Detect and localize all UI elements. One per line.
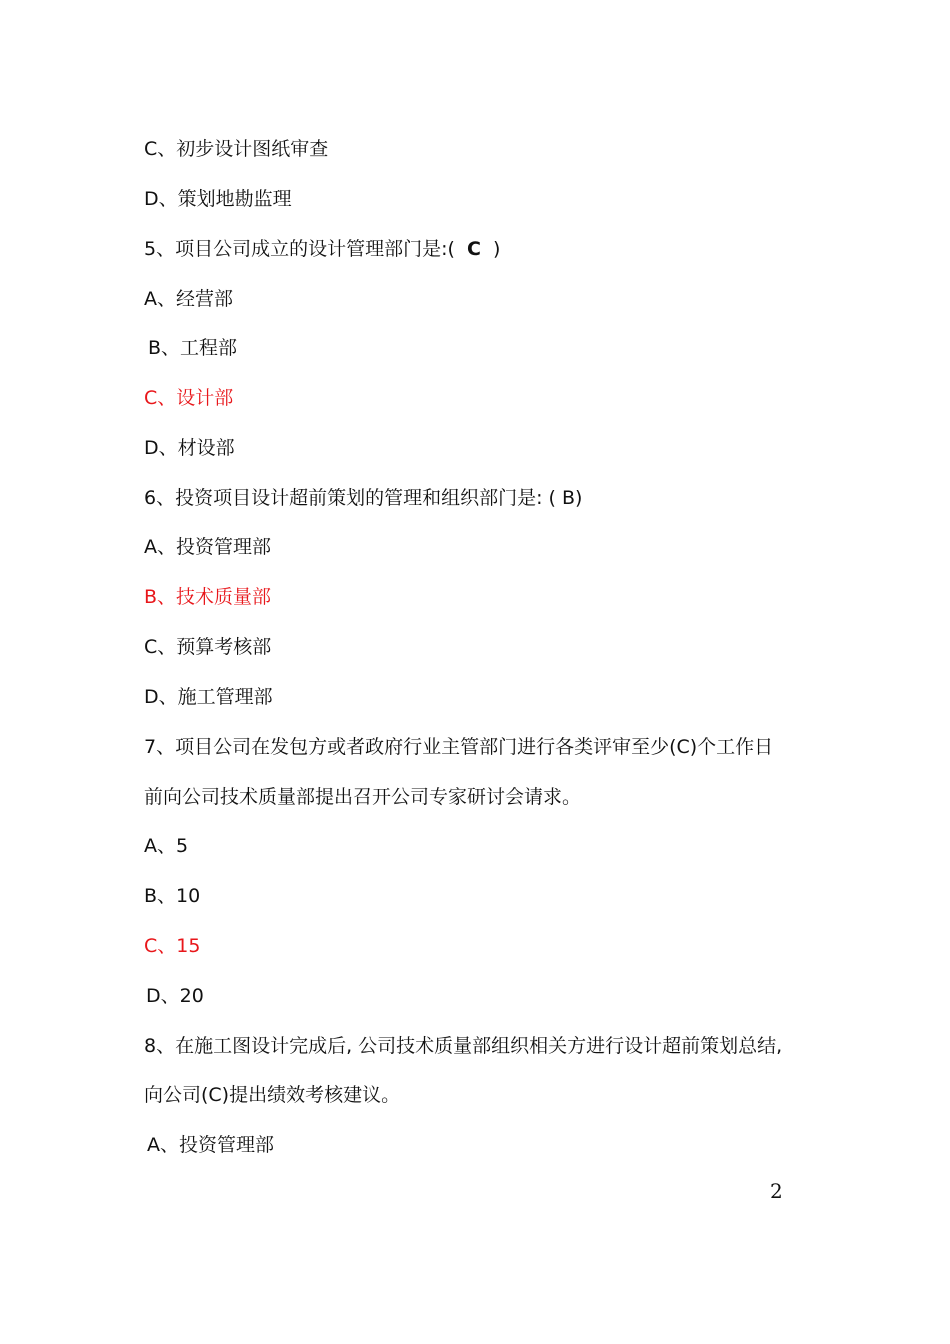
question-5-line bbox=[144, 237, 500, 261]
option-c-correct-line: C、15 bbox=[144, 935, 201, 957]
option-d-line: D、20 bbox=[146, 985, 204, 1007]
question-7-line-2: 前向公司技术质量部提出召开公司专家研讨会请求。 bbox=[144, 786, 582, 808]
option-c-line: C、预算考核部 bbox=[144, 636, 272, 658]
question-8-line-2: 向公司(C)提出绩效考核建议。 bbox=[144, 1084, 401, 1106]
option-c-line: C、初步设计图纸审查 bbox=[144, 138, 329, 160]
question-6-line: 6、投资项目设计超前策划的管理和组织部门是: ( B) bbox=[144, 487, 583, 509]
option-b-line: B、10 bbox=[144, 885, 201, 907]
question-8-line-1: 8、在施工图设计完成后, 公司技术质量部组织相关方进行设计超前策划总结, bbox=[144, 1035, 783, 1057]
option-a-line: A、5 bbox=[144, 835, 189, 857]
question-5-text: 5、项目公司成立的设计管理部门是:( bbox=[144, 238, 455, 260]
option-a-line: A、投资管理部 bbox=[144, 536, 271, 558]
option-a-line: A、投资管理部 bbox=[147, 1134, 274, 1156]
question-5-close: ) bbox=[493, 238, 501, 260]
option-c-correct-line: C、设计部 bbox=[144, 387, 234, 409]
option-d-line: D、材设部 bbox=[144, 437, 235, 459]
option-b-line: B、工程部 bbox=[148, 337, 238, 359]
question-7-line-1: 7、项目公司在发包方或者政府行业主管部门进行各类评审至少(C)个工作日 bbox=[144, 736, 774, 758]
option-d-line: D、策划地勘监理 bbox=[144, 188, 292, 210]
option-b-correct-line: B、技术质量部 bbox=[144, 586, 272, 608]
page-number: 2 bbox=[770, 1179, 783, 1203]
option-d-line: D、施工管理部 bbox=[144, 686, 273, 708]
option-a-line: A、经营部 bbox=[144, 288, 233, 310]
question-5-answer: C bbox=[467, 238, 481, 260]
